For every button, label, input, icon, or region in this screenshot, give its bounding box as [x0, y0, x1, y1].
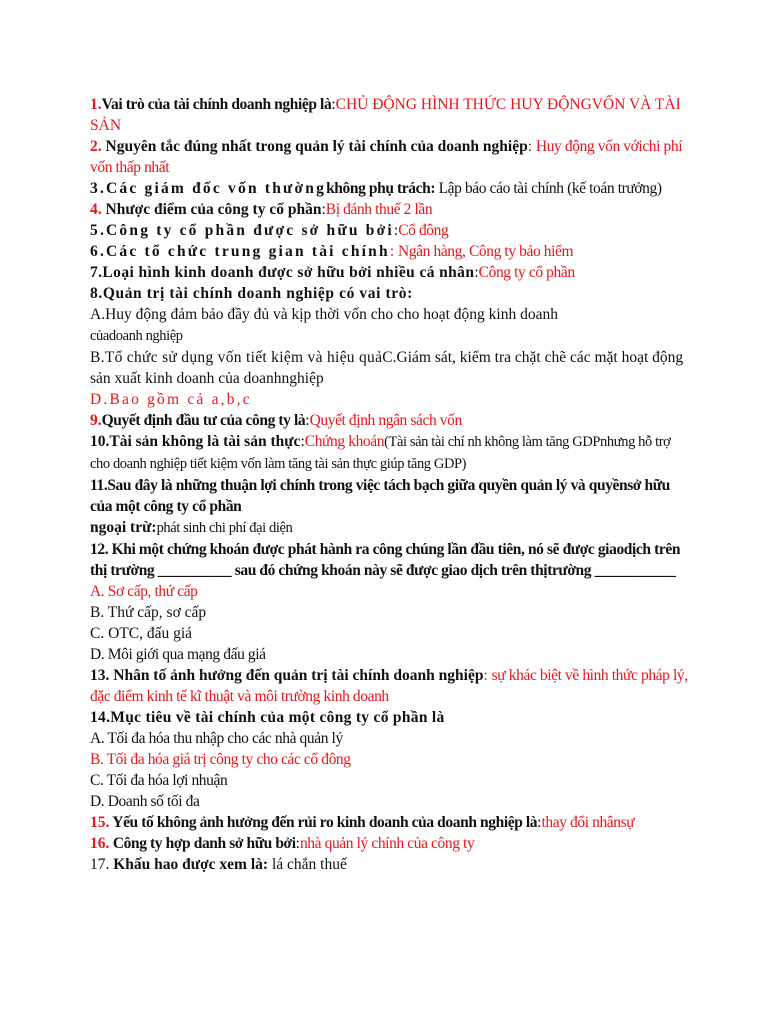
correct-option-text: D.Bao gồm cả a,b,c [90, 391, 252, 408]
question-text: Quyết định đầu tư của công ty là [101, 412, 306, 429]
option-text: C.Giám sát, kiểm tra chặt chẽ các mặt hoạt động sản xuất kinh doanh của doanhnghiệp [90, 349, 684, 387]
item-number: 2. [90, 138, 102, 155]
item-12-option-c [90, 623, 688, 644]
question-text: Vai trò của tài chính doanh nghiệp là [101, 96, 332, 113]
question-text: 3.Các giám đốc vốn thường [90, 180, 327, 197]
option-text: B. Thứ cấp, sơ cấp [90, 604, 207, 621]
question-text: 8.Quản trị tài chính doanh nghiệp có vai trò: [90, 285, 413, 302]
answer-text: sự khác biệt về hình thức pháp lý, đặc điểm kinh tế kĩ thuật và môi trường kinh doanh [90, 667, 688, 705]
item-16 [90, 833, 688, 854]
question-text: Nhược điểm của công ty cổ phần [101, 201, 322, 218]
question-text: 12. Khi một chứng khoán được phát hành ra công chúng lần đầu tiên, nó sẽ được giaodịch trên thị trường __________ sau đó chứng khoán này sẽ được giao dịch trên thịtrường ___________ [90, 541, 681, 579]
item-14-option-b [90, 749, 688, 770]
answer-text: lá chắn thuế [268, 856, 347, 873]
item-12 [90, 539, 688, 581]
question-text: 13. Nhân tố ảnh hưởng đến quản trị tài chính doanh nghiệp [90, 667, 484, 684]
separator: : [537, 814, 542, 831]
item-6 [90, 241, 688, 262]
item-12-option-a [90, 581, 688, 602]
item-12-option-b [90, 602, 688, 623]
answer-text: Bị đánh thuế 2 lần [325, 201, 433, 218]
item-13 [90, 665, 688, 707]
item-3 [90, 178, 688, 199]
answer-text: thay đổi nhânsự [541, 814, 635, 831]
question-text: 7.Loại hình kinh doanh được sở hữu bởi nhiều cá nhân [90, 264, 475, 281]
question-text: Khấu hao được xem là: [109, 856, 269, 873]
answer-note: (Tài sản tài chí nh không làm tăng GDPnhưng hỗ trợ cho doanh nghiệp tiết kiệm vốn làm tăng tài sản thực giúp tăng GDP) [90, 434, 671, 472]
item-11 [90, 475, 688, 539]
item-2 [90, 136, 688, 178]
item-number: 15. [90, 814, 110, 831]
question-text: 6.Các tổ chức trung gian tài chính [90, 243, 390, 260]
correct-option-text: A. Sơ cấp, thứ cấp [90, 583, 198, 600]
option-text: B.Tổ chức sử dụng vốn tiết kiệm và hiệu quả [90, 349, 383, 366]
item-8-option-a [90, 304, 688, 347]
separator: : [331, 96, 336, 113]
item-14-option-c [90, 770, 688, 791]
question-text-suffix: ngoại trừ: [90, 519, 157, 536]
item-14 [90, 707, 688, 728]
item-5 [90, 220, 688, 241]
item-7 [90, 262, 688, 283]
item-8 [90, 283, 688, 304]
answer-text: nhà quản lý chính của công ty [299, 835, 475, 852]
option-text: A. Tối đa hóa thu nhập cho các nhà quản lý [90, 730, 343, 747]
item-15 [90, 812, 688, 833]
option-text: C. Tối đa hóa lợi nhuận [90, 772, 228, 789]
question-text: 10.Tài sản không là tài sản thực [90, 433, 301, 450]
item-4 [90, 199, 688, 220]
answer-text: Chứng khoán [304, 433, 385, 450]
separator: : [295, 835, 300, 852]
question-text: 14.Mục tiêu về tài chính của một công ty cổ phần là [90, 709, 445, 726]
answer-text: Quyết định ngân sách vốn [309, 412, 462, 429]
item-8-option-b-c [90, 347, 688, 389]
separator: : [300, 433, 305, 450]
separator: : [474, 264, 479, 281]
option-text: C. OTC, đấu giá [90, 625, 193, 642]
answer-text: phát sinh chi phí đại diện [156, 520, 293, 536]
question-text: Yếu tố không ảnh hưởng đến rủi ro kinh doanh của doanh nghiệp là [109, 814, 538, 831]
option-text: D. Môi giới qua mạng đấu giá [90, 646, 266, 663]
separator: : [393, 222, 399, 239]
item-number: 9. [90, 412, 102, 429]
question-text: 5.Công ty cổ phần được sở hữu bởi [90, 222, 394, 239]
option-text: D. Doanh số tối đa [90, 793, 200, 810]
item-12-option-d [90, 644, 688, 665]
separator: : [527, 138, 536, 155]
answer-text: Lập báo cáo tài chính (kế toán trưởng) [435, 180, 662, 197]
answer-text: Cổ đông [398, 222, 449, 239]
item-17 [90, 854, 688, 875]
separator: : [321, 201, 326, 218]
item-14-option-a [90, 728, 688, 749]
item-number: 4. [90, 201, 102, 218]
item-14-option-d [90, 791, 688, 812]
question-text: Công ty hợp danh sở hữu bởi [109, 835, 296, 852]
answer-text: CHỦ ĐỘNG HÌNH THỨC HUY ĐỘNGVỐN VÀ TÀI SẢN [90, 96, 681, 134]
answer-text: Công ty cổ phần [478, 264, 575, 281]
item-1 [90, 94, 688, 136]
question-text: Nguyên tắc đúng nhất trong quản lý tài chính của doanh nghiệp [101, 138, 528, 155]
separator: : [305, 412, 310, 429]
item-9 [90, 410, 688, 431]
separator: : [483, 667, 492, 684]
item-number: 17. [90, 856, 110, 873]
separator: : [389, 243, 399, 260]
question-text: 11.Sau đây là những thuận lợi chính trong việc tách bạch giữa quyền quản lý và quyềnsở hữu của một công ty cổ phần [90, 477, 670, 515]
option-text: A.Huy động đảm bảo đầy đủ và kịp thời vốn cho cho hoạt động kinh doanh [90, 306, 558, 323]
answer-text: Huy động vốn vớichi phí vốn thấp nhất [90, 138, 683, 176]
item-number: 16. [90, 835, 110, 852]
item-number: 1. [90, 96, 102, 113]
question-text-suffix: không phụ trách: [326, 180, 436, 197]
item-8-option-d [90, 389, 688, 410]
option-text-continued: củadoanh nghiệp [90, 328, 183, 344]
correct-option-text: B. Tối đa hóa giá trị công ty cho các cổ đông [90, 751, 351, 768]
item-10 [90, 431, 688, 475]
answer-text: Ngân hàng, Công ty bảo hiểm [398, 243, 574, 260]
